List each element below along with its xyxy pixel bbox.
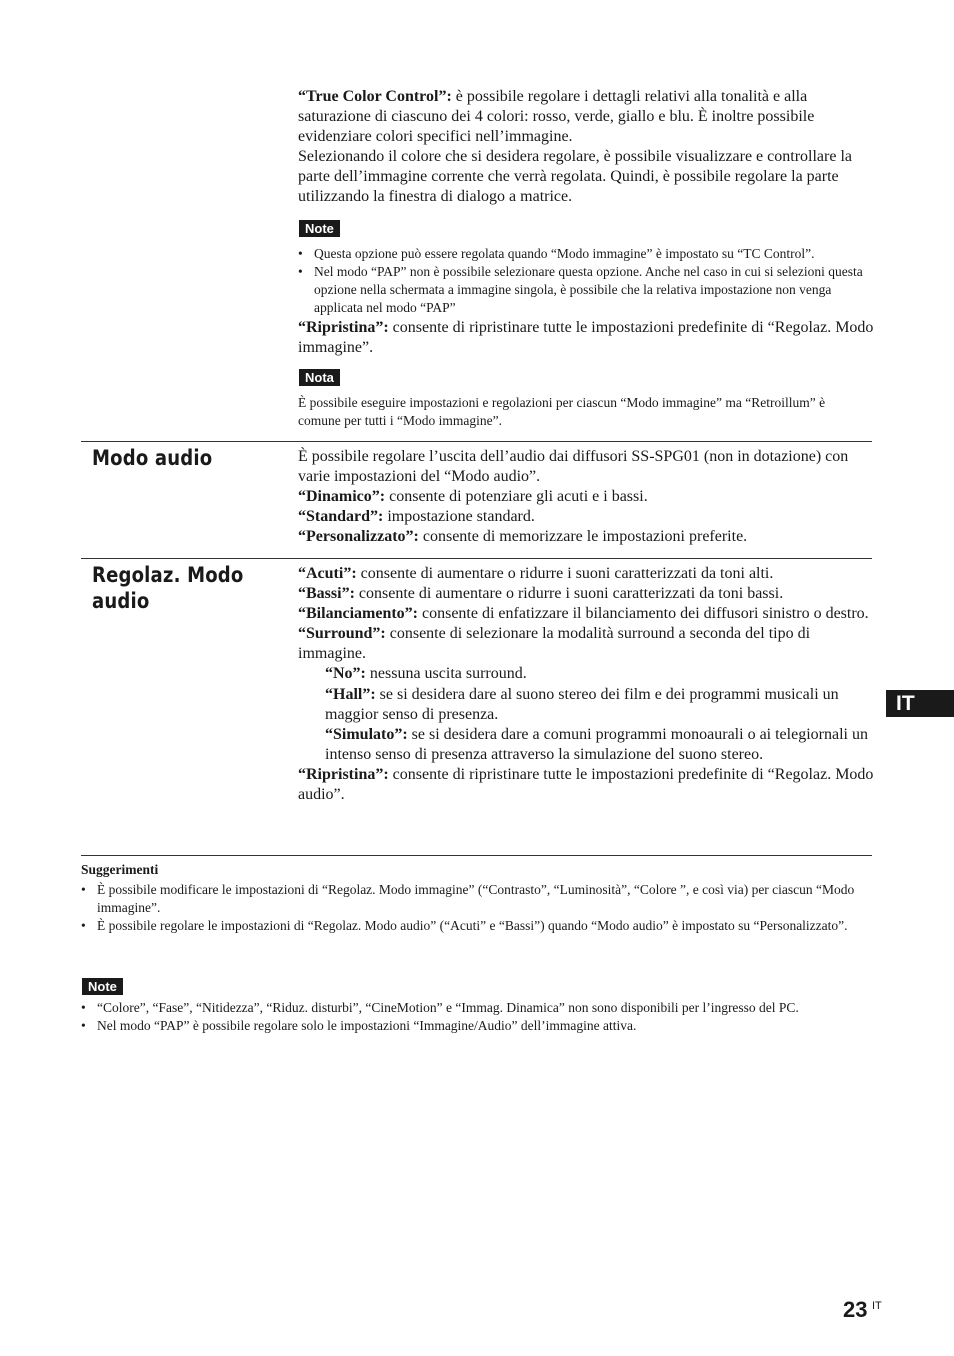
divider	[81, 855, 872, 856]
surround-sub-item	[298, 725, 874, 765]
term: “Personalizzato”:	[298, 528, 419, 546]
note-item: • Nel modo “PAP” non è possibile selezionare questa opzione. Anche nel caso in cui si selezioni questa opzione nella schermata a immagine singola, è possibile che la relativa impostazione non venga applicata nel modo “PAP”	[298, 263, 874, 317]
modo-audio-item	[298, 487, 874, 507]
note-item: • Nel modo “PAP” è possibile regolare solo le impostazioni “Immagine/Audio” dell’immagine attiva.	[81, 1017, 874, 1035]
note-item: • Questa opzione può essere regolata quando “Modo immagine” è impostato su “TC Control”.	[298, 245, 874, 263]
suggerimento-item: • È possibile regolare le impostazioni di “Regolaz. Modo audio” (“Acuti” e “Bassi”) quando “Modo audio” è impostato su “Personalizzato”.	[81, 917, 874, 935]
modo-audio-item	[298, 527, 874, 547]
regolaz-item	[298, 564, 874, 584]
note-badge-2: Note	[82, 978, 123, 995]
regolaz-item	[298, 624, 874, 664]
desc: impostazione standard.	[383, 508, 535, 526]
term: “Ripristina”:	[298, 765, 389, 783]
suggerimento-item: • È possibile modificare le impostazioni di “Regolaz. Modo immagine” (“Contrasto”, “Luminosità”, “Colore ”, e così via) per ciascun “Modo immagine”.	[81, 881, 874, 917]
note-list-1	[298, 245, 874, 317]
term: “Surround”:	[298, 625, 386, 643]
note-list-2	[81, 999, 874, 1035]
true-color-control-paragraph	[298, 87, 874, 147]
term-ripristina: “Ripristina”:	[298, 319, 389, 336]
desc: consente di enfatizzare il bilanciamento dei diffusori sinistro o destro.	[418, 605, 869, 623]
divider	[81, 558, 872, 559]
page-number: 23	[843, 1297, 868, 1322]
desc: se si desidera dare a comuni programmi monoaurali o ai telegiornali un intenso senso di presenza attraverso la simulazione del suono stereo.	[325, 725, 868, 763]
regolaz-audio-content	[298, 564, 874, 805]
regolaz-item	[298, 604, 874, 624]
suggerimenti-list	[81, 881, 874, 935]
modo-audio-item	[298, 507, 874, 527]
surround-sub-item	[298, 685, 874, 725]
ripristina-desc: consente di ripristinare tutte le impostazioni predefinite di “Regolaz. Modo immagine”.	[298, 319, 874, 357]
note-badge-1: Note	[299, 220, 340, 237]
term: “Standard”:	[298, 508, 384, 526]
desc: consente di ripristinare tutte le impostazioni predefinite di “Regolaz. Modo audio”.	[298, 765, 874, 804]
term: “No”:	[325, 665, 366, 683]
true-color-control-desc: è possibile regolare i dettagli relativi alla tonalità e alla saturazione di ciascuno dei 4 colori: rosso, verde, giallo e blu. È inoltre possibile evidenziare colori specifici nell’immagine.	[298, 88, 815, 146]
desc: consente di aumentare o ridurre i suoni caratterizzati da toni bassi.	[354, 585, 784, 603]
desc: consente di memorizzare le impostazioni preferite.	[418, 528, 748, 546]
term: “Acuti”:	[298, 565, 357, 582]
heading-line: Regolaz. Modo	[92, 563, 244, 587]
desc: consente di potenziare gli acuti e i bassi.	[385, 488, 648, 506]
term-true-color-control: “True Color Control”:	[298, 88, 452, 105]
term: “Dinamico”:	[298, 488, 386, 506]
true-color-control-block	[298, 87, 874, 208]
term: “Bassi”:	[298, 585, 355, 603]
nota-text: È possibile eseguire impostazioni e regolazioni per ciascun “Modo immagine” ma “Retroillum” è comune per tutti i “Modo immagine”.	[298, 395, 826, 428]
divider	[81, 441, 872, 442]
heading-regolaz-modo-audio	[92, 562, 243, 614]
desc: se si desidera dare al suono stereo dei film e dei programmi musicali un maggior senso di presenza.	[325, 685, 839, 723]
heading-line: audio	[92, 589, 150, 613]
desc: nessuna uscita surround.	[365, 665, 527, 683]
language-tab: IT	[886, 690, 954, 717]
heading-modo-audio: Modo audio	[92, 446, 213, 470]
desc: consente di selezionare la modalità surround a seconda del tipo di immagine.	[298, 625, 811, 663]
desc: consente di aumentare o ridurre i suoni caratterizzati da toni alti.	[356, 565, 774, 582]
ripristina-immagine-paragraph	[298, 318, 874, 358]
note-item: • “Colore”, “Fase”, “Nitidezza”, “Riduz. disturbi”, “CineMotion” e “Immag. Dinamica” non sono disponibili per l’ingresso del PC.	[81, 999, 874, 1017]
regolaz-item	[298, 584, 874, 604]
modo-audio-intro: È possibile regolare l’uscita dell’audio dai diffusori SS-SPG01 (non in dotazione) con varie impostazioni del “Modo audio”.	[298, 448, 849, 486]
regolaz-ripristina	[298, 765, 874, 805]
modo-audio-content	[298, 447, 874, 547]
nota-badge: Nota	[299, 369, 340, 386]
suggerimenti-title: Suggerimenti	[81, 862, 159, 877]
term: “Bilanciamento”:	[298, 605, 418, 623]
surround-sub-item	[298, 664, 874, 684]
term: “Simulato”:	[325, 725, 408, 743]
term: “Hall”:	[325, 685, 376, 703]
true-color-control-paragraph-2: Selezionando il colore che si desidera regolare, è possibile visualizzare e controllare la parte dell’immagine corrente che verrà regolata. Quindi, è possibile regolare la parte utilizzando la finestra di dialogo a matrice.	[298, 148, 852, 206]
page-number-suffix: IT	[872, 1300, 882, 1312]
